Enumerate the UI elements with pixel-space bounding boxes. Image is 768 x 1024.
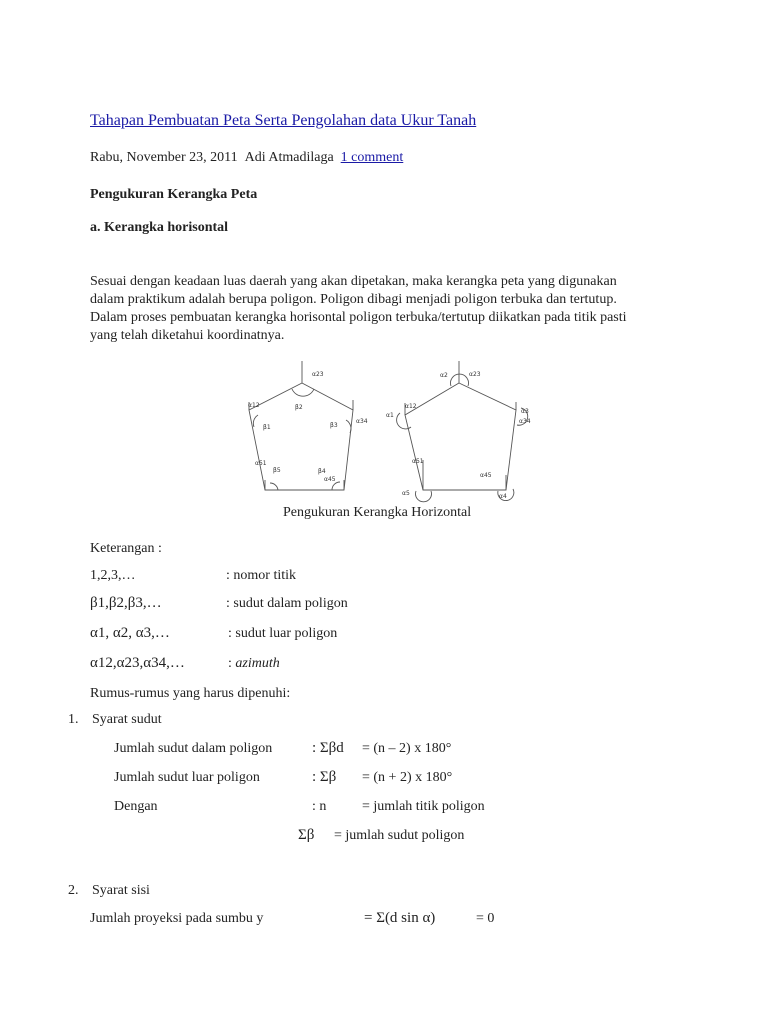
- fig-label: α3: [521, 408, 529, 415]
- legend-term: α1, α2, α3,…: [90, 625, 170, 641]
- fig-label: α4: [499, 493, 507, 500]
- rule-equation: = jumlah titik poligon: [362, 799, 485, 814]
- fig-label: β2: [295, 404, 303, 411]
- post-meta: [90, 150, 403, 166]
- list-number: 1.: [68, 712, 79, 727]
- rule-label: Jumlah sudut dalam poligon: [114, 741, 273, 756]
- kerangka-horizontal-figure: [240, 355, 540, 505]
- list-item-label: Syarat sisi: [92, 883, 150, 898]
- rule-equation: = (n + 2) x 180°: [362, 770, 453, 785]
- legend-term: β1,β2,β3,…: [90, 595, 162, 611]
- paragraph-line: Dalam proses pembuatan kerangka horisontal poligon terbuka/tertutup diikatkan pada titik pasti: [90, 310, 627, 325]
- fig-label: β4: [318, 468, 326, 475]
- legend-desc: : sudut luar poligon: [228, 626, 338, 641]
- fig-label: α5: [402, 490, 410, 497]
- comments-link[interactable]: 1 comment: [340, 150, 404, 165]
- rules-intro: Rumus-rumus yang harus dipenuhi:: [90, 686, 291, 701]
- legend-term: 1,2,3,…: [90, 568, 136, 583]
- list-item-label: Syarat sudut: [92, 712, 162, 727]
- fig-label: α45: [324, 476, 336, 483]
- legend-desc-italic: azimuth: [235, 656, 280, 671]
- fig-label: α12: [405, 403, 417, 410]
- fig-label: α23: [469, 371, 481, 378]
- fig-label: α12: [248, 402, 260, 409]
- intro-paragraph: [90, 273, 690, 345]
- legend-desc-prefix: :: [228, 656, 236, 671]
- paragraph-line: yang telah diketahui koordinatnya.: [90, 328, 285, 343]
- rule-symbol: Σβ: [298, 827, 315, 843]
- legend-term: α12,α23,α34,…: [90, 655, 185, 671]
- list-number: 2.: [68, 883, 79, 898]
- fig-label: β1: [263, 424, 271, 431]
- legend-desc: [228, 656, 280, 672]
- legend-heading: Keterangan :: [90, 541, 162, 556]
- fig-label: β3: [330, 422, 338, 429]
- fig-label: α34: [519, 418, 531, 425]
- rule-colon: : n: [312, 799, 327, 814]
- legend-desc: : nomor titik: [226, 568, 296, 583]
- paragraph-line: Sesuai dengan keadaan luas daerah yang akan dipetakan, maka kerangka peta yang digunakan: [90, 274, 617, 289]
- rule-label: Jumlah proyeksi pada sumbu y: [90, 911, 264, 926]
- rule-equation: = Σ(d sin α): [364, 910, 436, 926]
- rule-equation: = (n – 2) x 180°: [362, 741, 452, 756]
- rule-colon: : Σβ: [312, 769, 337, 785]
- fig-label: α2: [440, 372, 448, 379]
- rule-result: = 0: [476, 911, 495, 926]
- fig-label: α51: [412, 458, 424, 465]
- legend-desc: : sudut dalam poligon: [226, 596, 348, 611]
- fig-label: α34: [356, 418, 368, 425]
- rule-equation: = jumlah sudut poligon: [334, 828, 465, 843]
- post-title-link[interactable]: Tahapan Pembuatan Peta Serta Pengolahan data Ukur Tanah: [90, 112, 477, 129]
- fig-label: α51: [255, 460, 267, 467]
- rule-label: Jumlah sudut luar poligon: [114, 770, 260, 785]
- paragraph-line: dalam praktikum adalah berupa poligon. Poligon dibagi menjadi poligon terbuka dan tertutup.: [90, 292, 617, 307]
- fig-label: α1: [386, 412, 394, 419]
- figure-caption: Pengukuran Kerangka Horizontal: [283, 505, 472, 520]
- right-pentagon-labels: [386, 371, 531, 500]
- right-pentagon-diagram: [397, 361, 528, 502]
- subsection-heading: a. Kerangka horisontal: [90, 220, 229, 235]
- left-pentagon-labels: [248, 371, 368, 483]
- fig-label: α45: [480, 472, 492, 479]
- rule-colon: : Σβd: [312, 740, 344, 756]
- post-author: Adi Atmadilaga: [244, 150, 334, 165]
- section-heading: Pengukuran Kerangka Peta: [90, 187, 258, 202]
- fig-label: α23: [312, 371, 324, 378]
- post-date: Rabu, November 23, 2011: [90, 150, 238, 165]
- rule-label: Dengan: [114, 799, 158, 814]
- fig-label: β5: [273, 467, 281, 474]
